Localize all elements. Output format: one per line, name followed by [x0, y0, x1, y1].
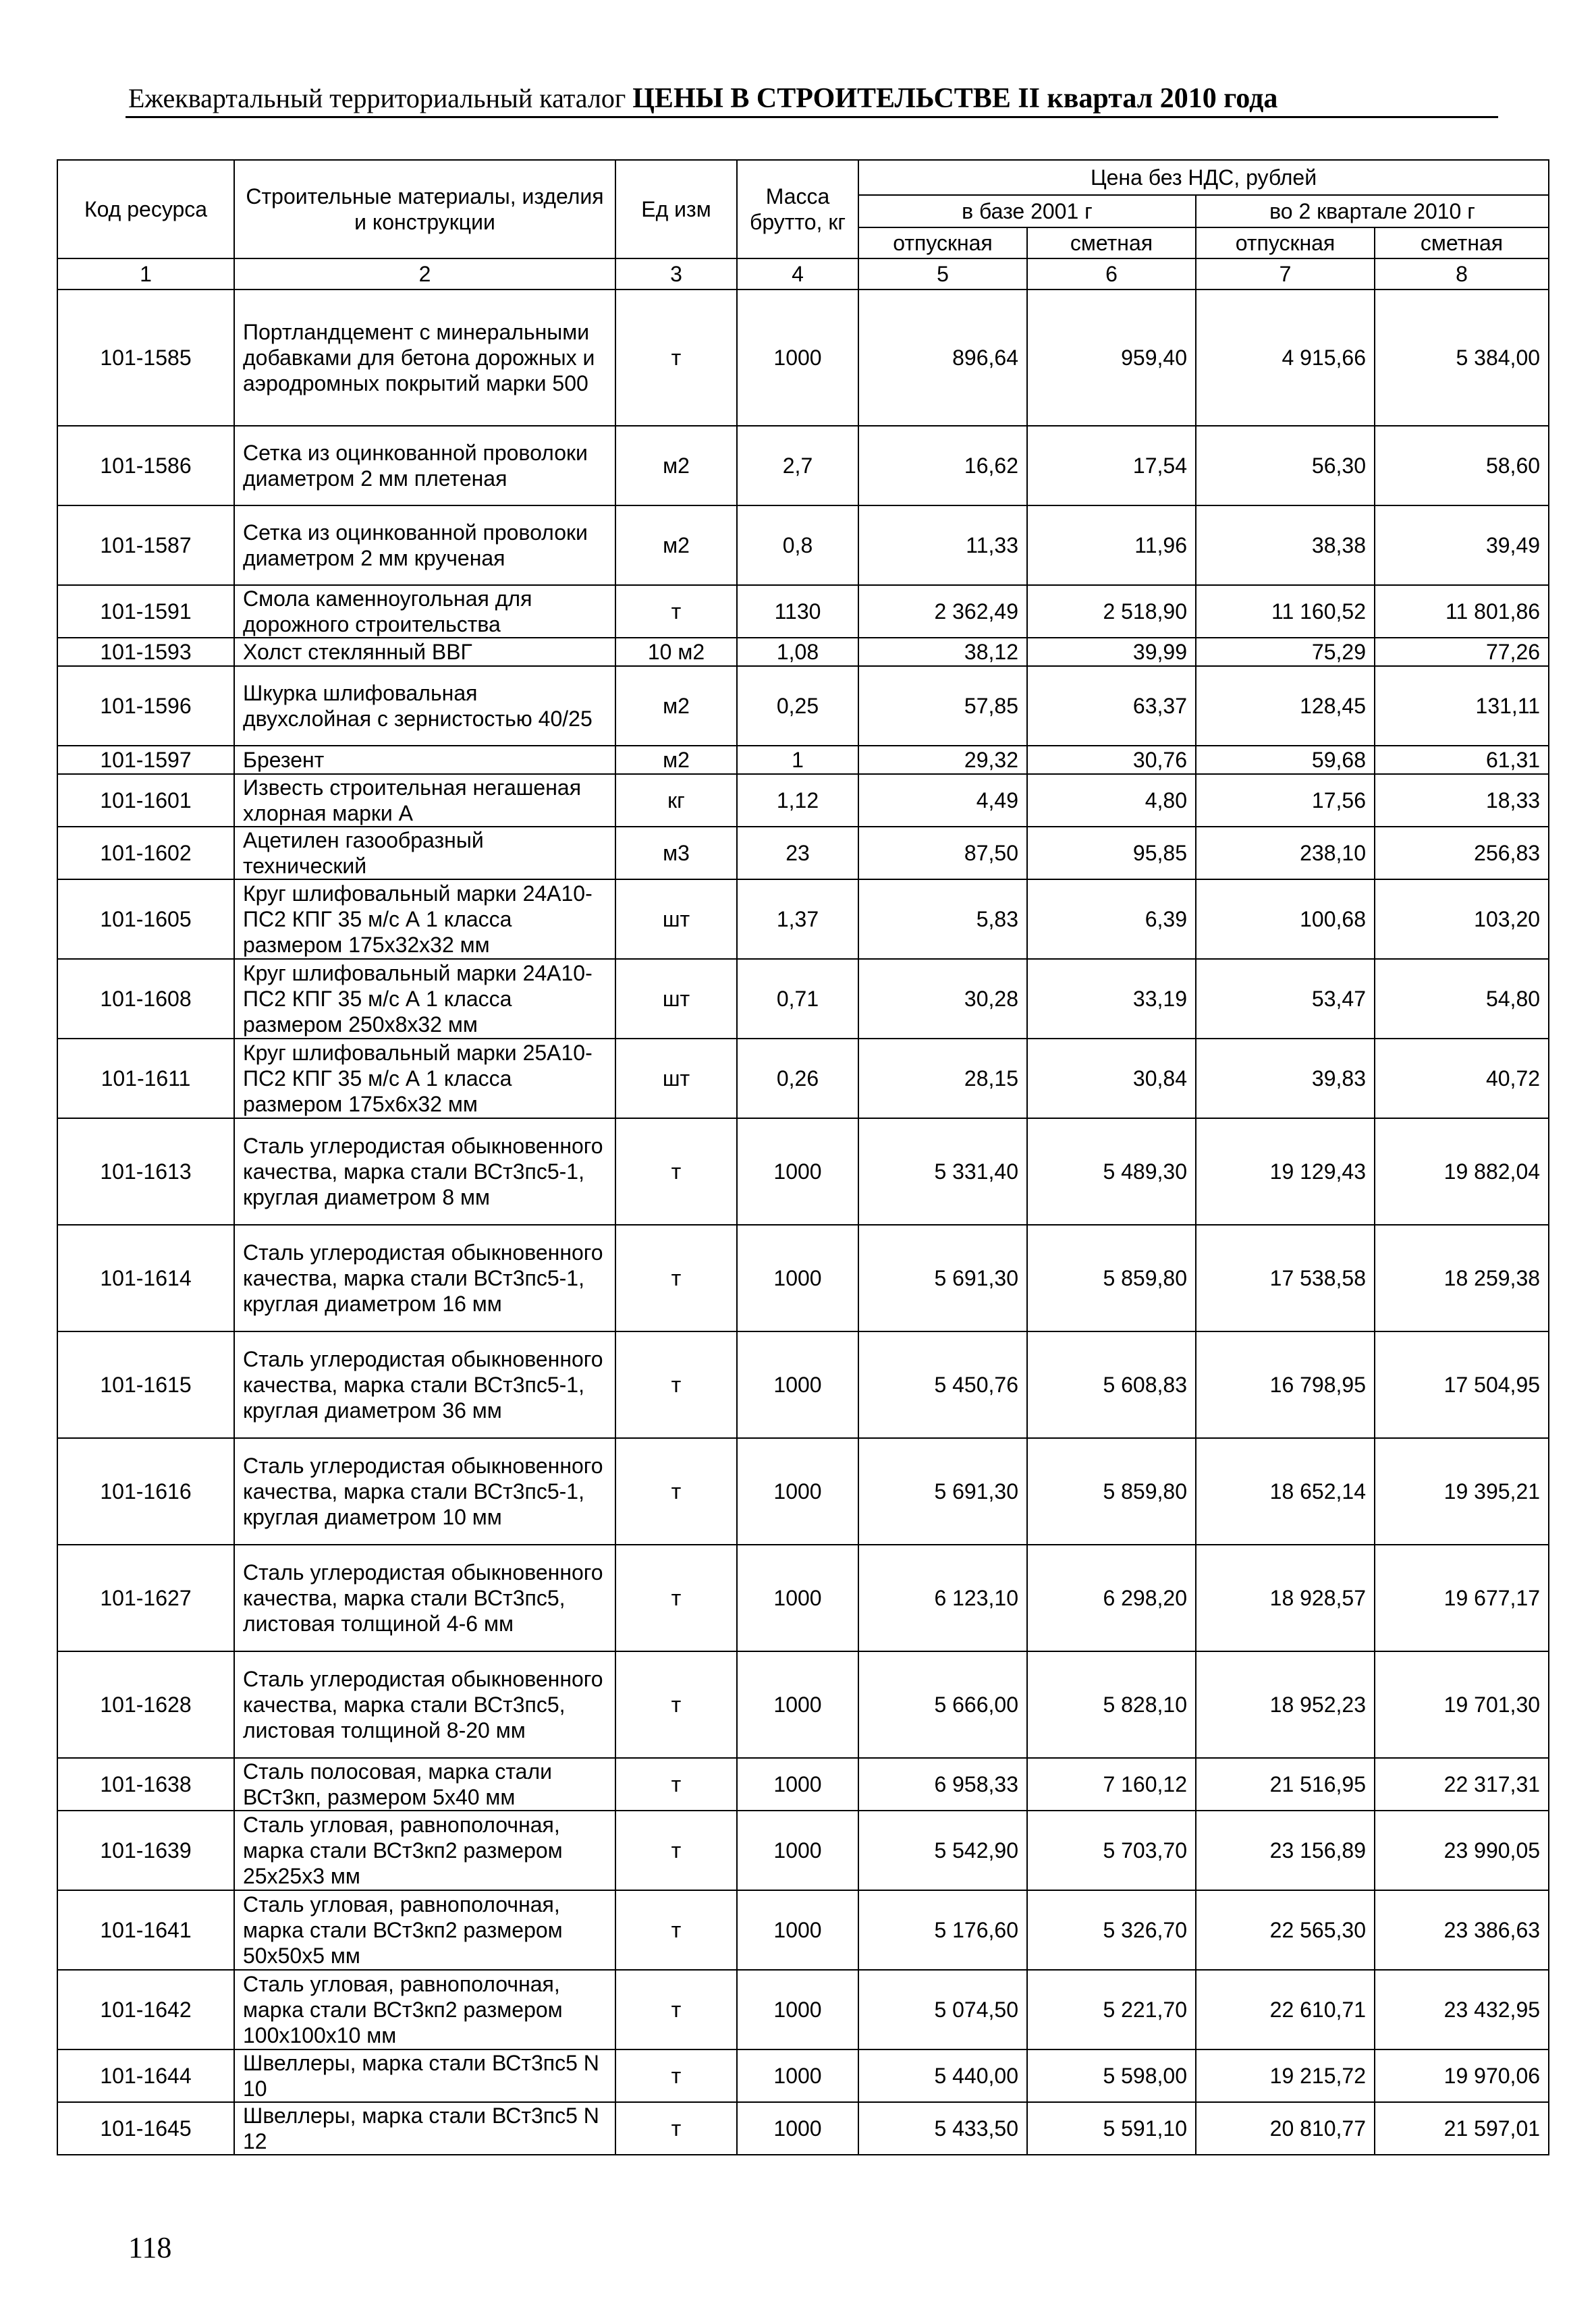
row-unit: шт	[615, 879, 737, 959]
row-q-estimate: 23 386,63	[1375, 1890, 1549, 1970]
row-unit: шт	[615, 1039, 737, 1118]
row-base-estimate: 7 160,12	[1027, 1758, 1196, 1811]
page-header	[128, 82, 1498, 115]
row-base-release: 5 691,30	[858, 1438, 1027, 1545]
header-title: ЦЕНЫ В СТРОИТЕЛЬСТВЕ II квартал 2010 года	[632, 83, 1278, 114]
row-mass: 1000	[737, 2049, 858, 2102]
row-q-release: 18 952,23	[1196, 1651, 1375, 1758]
row-q-estimate: 19 970,06	[1375, 2049, 1549, 2102]
row-q-release: 19 129,43	[1196, 1118, 1375, 1225]
column-number: 2	[234, 258, 615, 290]
row-name: Сталь углеродистая обыкновенного качества, марка стали ВСт3пс5, листовая толщиной 8-20 мм	[234, 1651, 615, 1758]
row-name: Сталь углеродистая обыкновенного качества, марка стали ВСт3пс5-1, круглая диаметром 16 мм	[234, 1225, 615, 1331]
row-name: Сетка из оцинкованной проволоки диаметром 2 мм плетеная	[234, 426, 615, 505]
row-code: 101-1596	[57, 666, 234, 746]
header-q-estimate: сметная	[1375, 227, 1549, 258]
row-code: 101-1638	[57, 1758, 234, 1811]
header-q-release: отпускная	[1196, 227, 1375, 258]
row-base-release: 2 362,49	[858, 585, 1027, 638]
row-unit: т	[615, 290, 737, 426]
row-base-release: 6 958,33	[858, 1758, 1027, 1811]
column-number: 5	[858, 258, 1027, 290]
row-base-estimate: 63,37	[1027, 666, 1196, 746]
row-unit: м2	[615, 746, 737, 774]
row-mass: 1000	[737, 1225, 858, 1331]
row-code: 101-1608	[57, 959, 234, 1039]
row-q-estimate: 23 990,05	[1375, 1811, 1549, 1890]
row-code: 101-1642	[57, 1970, 234, 2049]
row-base-estimate: 5 703,70	[1027, 1811, 1196, 1890]
row-q-release: 59,68	[1196, 746, 1375, 774]
row-q-estimate: 61,31	[1375, 746, 1549, 774]
table-row	[57, 959, 1549, 1039]
row-base-estimate: 2 518,90	[1027, 585, 1196, 638]
row-code: 101-1605	[57, 879, 234, 959]
price-table	[57, 159, 1549, 2155]
row-unit: т	[615, 1225, 737, 1331]
row-mass: 0,8	[737, 505, 858, 585]
row-base-estimate: 39,99	[1027, 638, 1196, 666]
row-unit: т	[615, 1758, 737, 1811]
row-mass: 1,37	[737, 879, 858, 959]
row-q-release: 75,29	[1196, 638, 1375, 666]
row-code: 101-1597	[57, 746, 234, 774]
row-base-release: 5 691,30	[858, 1225, 1027, 1331]
row-unit: т	[615, 585, 737, 638]
row-q-release: 19 215,72	[1196, 2049, 1375, 2102]
row-base-estimate: 30,76	[1027, 746, 1196, 774]
row-base-estimate: 5 608,83	[1027, 1331, 1196, 1438]
row-code: 101-1615	[57, 1331, 234, 1438]
table-row	[57, 585, 1549, 638]
row-base-release: 5 074,50	[858, 1970, 1027, 2049]
header-base-release: отпускная	[858, 227, 1027, 258]
row-q-release: 20 810,77	[1196, 2102, 1375, 2155]
row-base-release: 5,83	[858, 879, 1027, 959]
row-name: Сталь углеродистая обыкновенного качества, марка стали ВСт3пс5-1, круглая диаметром 8 мм	[234, 1118, 615, 1225]
row-code: 101-1613	[57, 1118, 234, 1225]
row-name: Смола каменноугольная для дорожного строительства	[234, 585, 615, 638]
row-mass: 1000	[737, 1438, 858, 1545]
row-q-estimate: 103,20	[1375, 879, 1549, 959]
row-mass: 1000	[737, 1118, 858, 1225]
row-unit: м2	[615, 666, 737, 746]
row-name: Сталь угловая, равнополочная, марка стали ВСт3кп2 размером 50х50х5 мм	[234, 1890, 615, 1970]
row-base-estimate: 5 598,00	[1027, 2049, 1196, 2102]
row-q-release: 22 610,71	[1196, 1970, 1375, 2049]
row-q-estimate: 40,72	[1375, 1039, 1549, 1118]
row-code: 101-1628	[57, 1651, 234, 1758]
table-row	[57, 666, 1549, 746]
row-mass: 1	[737, 746, 858, 774]
column-number-row	[57, 258, 1549, 290]
header-mass: Масса брутто, кг	[737, 160, 858, 258]
table-body	[57, 290, 1549, 2155]
row-name: Круг шлифовальный марки 24А10-ПС2 КПГ 35 м/с А 1 класса размером 175х32х32 мм	[234, 879, 615, 959]
row-q-release: 11 160,52	[1196, 585, 1375, 638]
row-base-estimate: 6 298,20	[1027, 1545, 1196, 1651]
row-code: 101-1644	[57, 2049, 234, 2102]
row-mass: 2,7	[737, 426, 858, 505]
row-mass: 1000	[737, 1890, 858, 1970]
table-row	[57, 290, 1549, 426]
row-unit: м3	[615, 827, 737, 879]
header-base-2001: в базе 2001 г	[858, 195, 1196, 227]
row-base-release: 5 440,00	[858, 2049, 1027, 2102]
row-name: Холст стеклянный ВВГ	[234, 638, 615, 666]
row-unit: т	[615, 1545, 737, 1651]
row-unit: т	[615, 1970, 737, 2049]
row-q-estimate: 23 432,95	[1375, 1970, 1549, 2049]
row-q-estimate: 19 395,21	[1375, 1438, 1549, 1545]
column-number: 4	[737, 258, 858, 290]
table-row	[57, 1039, 1549, 1118]
row-unit: т	[615, 1811, 737, 1890]
row-q-release: 53,47	[1196, 959, 1375, 1039]
row-unit: 10 м2	[615, 638, 737, 666]
row-code: 101-1645	[57, 2102, 234, 2155]
row-unit: т	[615, 2102, 737, 2155]
table-row	[57, 1811, 1549, 1890]
row-base-release: 28,15	[858, 1039, 1027, 1118]
row-q-estimate: 18 259,38	[1375, 1225, 1549, 1331]
row-mass: 1000	[737, 1331, 858, 1438]
page-number: 118	[128, 2231, 172, 2264]
row-base-estimate: 30,84	[1027, 1039, 1196, 1118]
row-base-estimate: 33,19	[1027, 959, 1196, 1039]
row-mass: 1,12	[737, 774, 858, 827]
header-unit: Ед изм	[615, 160, 737, 258]
row-mass: 1000	[737, 1811, 858, 1890]
table-row	[57, 1438, 1549, 1545]
row-q-estimate: 5 384,00	[1375, 290, 1549, 426]
row-q-release: 38,38	[1196, 505, 1375, 585]
row-name: Портландцемент с минеральными добавками для бетона дорожных и аэродромных покрытий марки 500	[234, 290, 615, 426]
table-row	[57, 2049, 1549, 2102]
row-base-estimate: 5 221,70	[1027, 1970, 1196, 2049]
row-name: Швеллеры, марка стали ВСт3пс5 N 10	[234, 2049, 615, 2102]
table-row	[57, 827, 1549, 879]
row-name: Шкурка шлифовальная двухслойная с зернистостью 40/25	[234, 666, 615, 746]
row-base-release: 29,32	[858, 746, 1027, 774]
row-q-estimate: 11 801,86	[1375, 585, 1549, 638]
row-base-estimate: 5 859,80	[1027, 1438, 1196, 1545]
row-mass: 1000	[737, 1758, 858, 1811]
table-row	[57, 1225, 1549, 1331]
row-base-release: 87,50	[858, 827, 1027, 879]
table-row	[57, 1970, 1549, 2049]
row-q-release: 23 156,89	[1196, 1811, 1375, 1890]
row-q-estimate: 17 504,95	[1375, 1331, 1549, 1438]
row-unit: м2	[615, 505, 737, 585]
row-base-release: 5 433,50	[858, 2102, 1027, 2155]
row-base-release: 57,85	[858, 666, 1027, 746]
header-base-estimate: сметная	[1027, 227, 1196, 258]
row-base-estimate: 959,40	[1027, 290, 1196, 426]
table-row	[57, 1331, 1549, 1438]
row-q-estimate: 256,83	[1375, 827, 1549, 879]
row-base-estimate: 5 489,30	[1027, 1118, 1196, 1225]
table-row	[57, 774, 1549, 827]
row-mass: 1000	[737, 2102, 858, 2155]
row-q-estimate: 19 677,17	[1375, 1545, 1549, 1651]
row-name: Швеллеры, марка стали ВСт3пс5 N 12	[234, 2102, 615, 2155]
row-mass: 0,26	[737, 1039, 858, 1118]
row-base-estimate: 5 591,10	[1027, 2102, 1196, 2155]
row-unit: т	[615, 1118, 737, 1225]
column-number: 3	[615, 258, 737, 290]
column-number: 1	[57, 258, 234, 290]
row-base-estimate: 4,80	[1027, 774, 1196, 827]
column-number: 6	[1027, 258, 1196, 290]
header-rule	[126, 116, 1498, 118]
row-code: 101-1602	[57, 827, 234, 879]
row-mass: 1,08	[737, 638, 858, 666]
column-number: 7	[1196, 258, 1375, 290]
row-q-release: 4 915,66	[1196, 290, 1375, 426]
row-q-estimate: 19 882,04	[1375, 1118, 1549, 1225]
row-name: Брезент	[234, 746, 615, 774]
row-code: 101-1586	[57, 426, 234, 505]
row-mass: 23	[737, 827, 858, 879]
row-name: Сталь углеродистая обыкновенного качества, марка стали ВСт3пс5-1, круглая диаметром 10 мм	[234, 1438, 615, 1545]
row-unit: т	[615, 1438, 737, 1545]
row-base-estimate: 95,85	[1027, 827, 1196, 879]
row-name: Круг шлифовальный марки 25А10-ПС2 КПГ 35 м/с А 1 класса размером 175х6х32 мм	[234, 1039, 615, 1118]
row-unit: т	[615, 2049, 737, 2102]
table-row	[57, 505, 1549, 585]
row-q-release: 17,56	[1196, 774, 1375, 827]
row-q-release: 100,68	[1196, 879, 1375, 959]
table-row	[57, 1118, 1549, 1225]
row-q-release: 238,10	[1196, 827, 1375, 879]
row-mass: 0,71	[737, 959, 858, 1039]
table-row	[57, 426, 1549, 505]
row-base-release: 16,62	[858, 426, 1027, 505]
row-unit: т	[615, 1890, 737, 1970]
row-code: 101-1641	[57, 1890, 234, 1970]
table-row	[57, 879, 1549, 959]
row-base-estimate: 5 326,70	[1027, 1890, 1196, 1970]
row-code: 101-1601	[57, 774, 234, 827]
row-unit: м2	[615, 426, 737, 505]
row-base-estimate: 5 859,80	[1027, 1225, 1196, 1331]
row-code: 101-1593	[57, 638, 234, 666]
header-name: Строительные материалы, изделия и конструкции	[234, 160, 615, 258]
row-name: Известь строительная негашеная хлорная марки А	[234, 774, 615, 827]
row-base-estimate: 5 828,10	[1027, 1651, 1196, 1758]
row-code: 101-1627	[57, 1545, 234, 1651]
row-mass: 1000	[737, 1651, 858, 1758]
row-q-release: 17 538,58	[1196, 1225, 1375, 1331]
row-base-release: 4,49	[858, 774, 1027, 827]
row-code: 101-1611	[57, 1039, 234, 1118]
row-code: 101-1614	[57, 1225, 234, 1331]
row-base-release: 5 542,90	[858, 1811, 1027, 1890]
header-q2-2010: во 2 квартале 2010 г	[1196, 195, 1549, 227]
row-base-release: 38,12	[858, 638, 1027, 666]
row-base-release: 5 331,40	[858, 1118, 1027, 1225]
row-q-release: 16 798,95	[1196, 1331, 1375, 1438]
row-mass: 1000	[737, 290, 858, 426]
table-row	[57, 1890, 1549, 1970]
row-unit: т	[615, 1651, 737, 1758]
row-name: Ацетилен газообразный технический	[234, 827, 615, 879]
row-base-release: 11,33	[858, 505, 1027, 585]
row-mass: 0,25	[737, 666, 858, 746]
row-base-release: 5 176,60	[858, 1890, 1027, 1970]
row-name: Круг шлифовальный марки 24А10-ПС2 КПГ 35 м/с А 1 класса размером 250х8х32 мм	[234, 959, 615, 1039]
header-code: Код ресурса	[57, 160, 234, 258]
row-q-estimate: 54,80	[1375, 959, 1549, 1039]
row-base-release: 30,28	[858, 959, 1027, 1039]
row-name: Сталь полосовая, марка стали ВСт3кп, размером 5х40 мм	[234, 1758, 615, 1811]
row-base-release: 896,64	[858, 290, 1027, 426]
row-name: Сталь угловая, равнополочная, марка стали ВСт3кп2 размером 25х25х3 мм	[234, 1811, 615, 1890]
row-name: Сталь углеродистая обыкновенного качества, марка стали ВСт3пс5-1, круглая диаметром 36 мм	[234, 1331, 615, 1438]
row-q-estimate: 18,33	[1375, 774, 1549, 827]
row-q-estimate: 58,60	[1375, 426, 1549, 505]
header-prefix: Ежеквартальный территориальный каталог	[128, 83, 626, 113]
column-number: 8	[1375, 258, 1549, 290]
row-q-release: 18 652,14	[1196, 1438, 1375, 1545]
table-row	[57, 1545, 1549, 1651]
table-row	[57, 2102, 1549, 2155]
row-code: 101-1639	[57, 1811, 234, 1890]
row-base-estimate: 17,54	[1027, 426, 1196, 505]
row-q-estimate: 22 317,31	[1375, 1758, 1549, 1811]
row-q-release: 56,30	[1196, 426, 1375, 505]
table-row	[57, 1758, 1549, 1811]
row-mass: 1000	[737, 1545, 858, 1651]
header-price: Цена без НДС, рублей	[858, 160, 1549, 195]
row-q-estimate: 19 701,30	[1375, 1651, 1549, 1758]
row-code: 101-1585	[57, 290, 234, 426]
row-q-release: 18 928,57	[1196, 1545, 1375, 1651]
row-code: 101-1587	[57, 505, 234, 585]
row-unit: шт	[615, 959, 737, 1039]
table-row	[57, 746, 1549, 774]
row-name: Сетка из оцинкованной проволоки диаметром 2 мм крученая	[234, 505, 615, 585]
table-row	[57, 638, 1549, 666]
row-base-release: 5 666,00	[858, 1651, 1027, 1758]
row-name: Сталь углеродистая обыкновенного качества, марка стали ВСт3пс5, листовая толщиной 4-6 мм	[234, 1545, 615, 1651]
row-q-release: 22 565,30	[1196, 1890, 1375, 1970]
row-mass: 1130	[737, 585, 858, 638]
row-q-estimate: 131,11	[1375, 666, 1549, 746]
row-q-release: 39,83	[1196, 1039, 1375, 1118]
row-unit: т	[615, 1331, 737, 1438]
row-code: 101-1591	[57, 585, 234, 638]
row-unit: кг	[615, 774, 737, 827]
row-base-release: 5 450,76	[858, 1331, 1027, 1438]
row-mass: 1000	[737, 1970, 858, 2049]
row-q-release: 21 516,95	[1196, 1758, 1375, 1811]
row-base-release: 6 123,10	[858, 1545, 1027, 1651]
row-code: 101-1616	[57, 1438, 234, 1545]
row-base-estimate: 11,96	[1027, 505, 1196, 585]
row-q-estimate: 21 597,01	[1375, 2102, 1549, 2155]
row-base-estimate: 6,39	[1027, 879, 1196, 959]
row-name: Сталь угловая, равнополочная, марка стали ВСт3кп2 размером 100х100х10 мм	[234, 1970, 615, 2049]
row-q-estimate: 39,49	[1375, 505, 1549, 585]
row-q-release: 128,45	[1196, 666, 1375, 746]
table-row	[57, 1651, 1549, 1758]
row-q-estimate: 77,26	[1375, 638, 1549, 666]
